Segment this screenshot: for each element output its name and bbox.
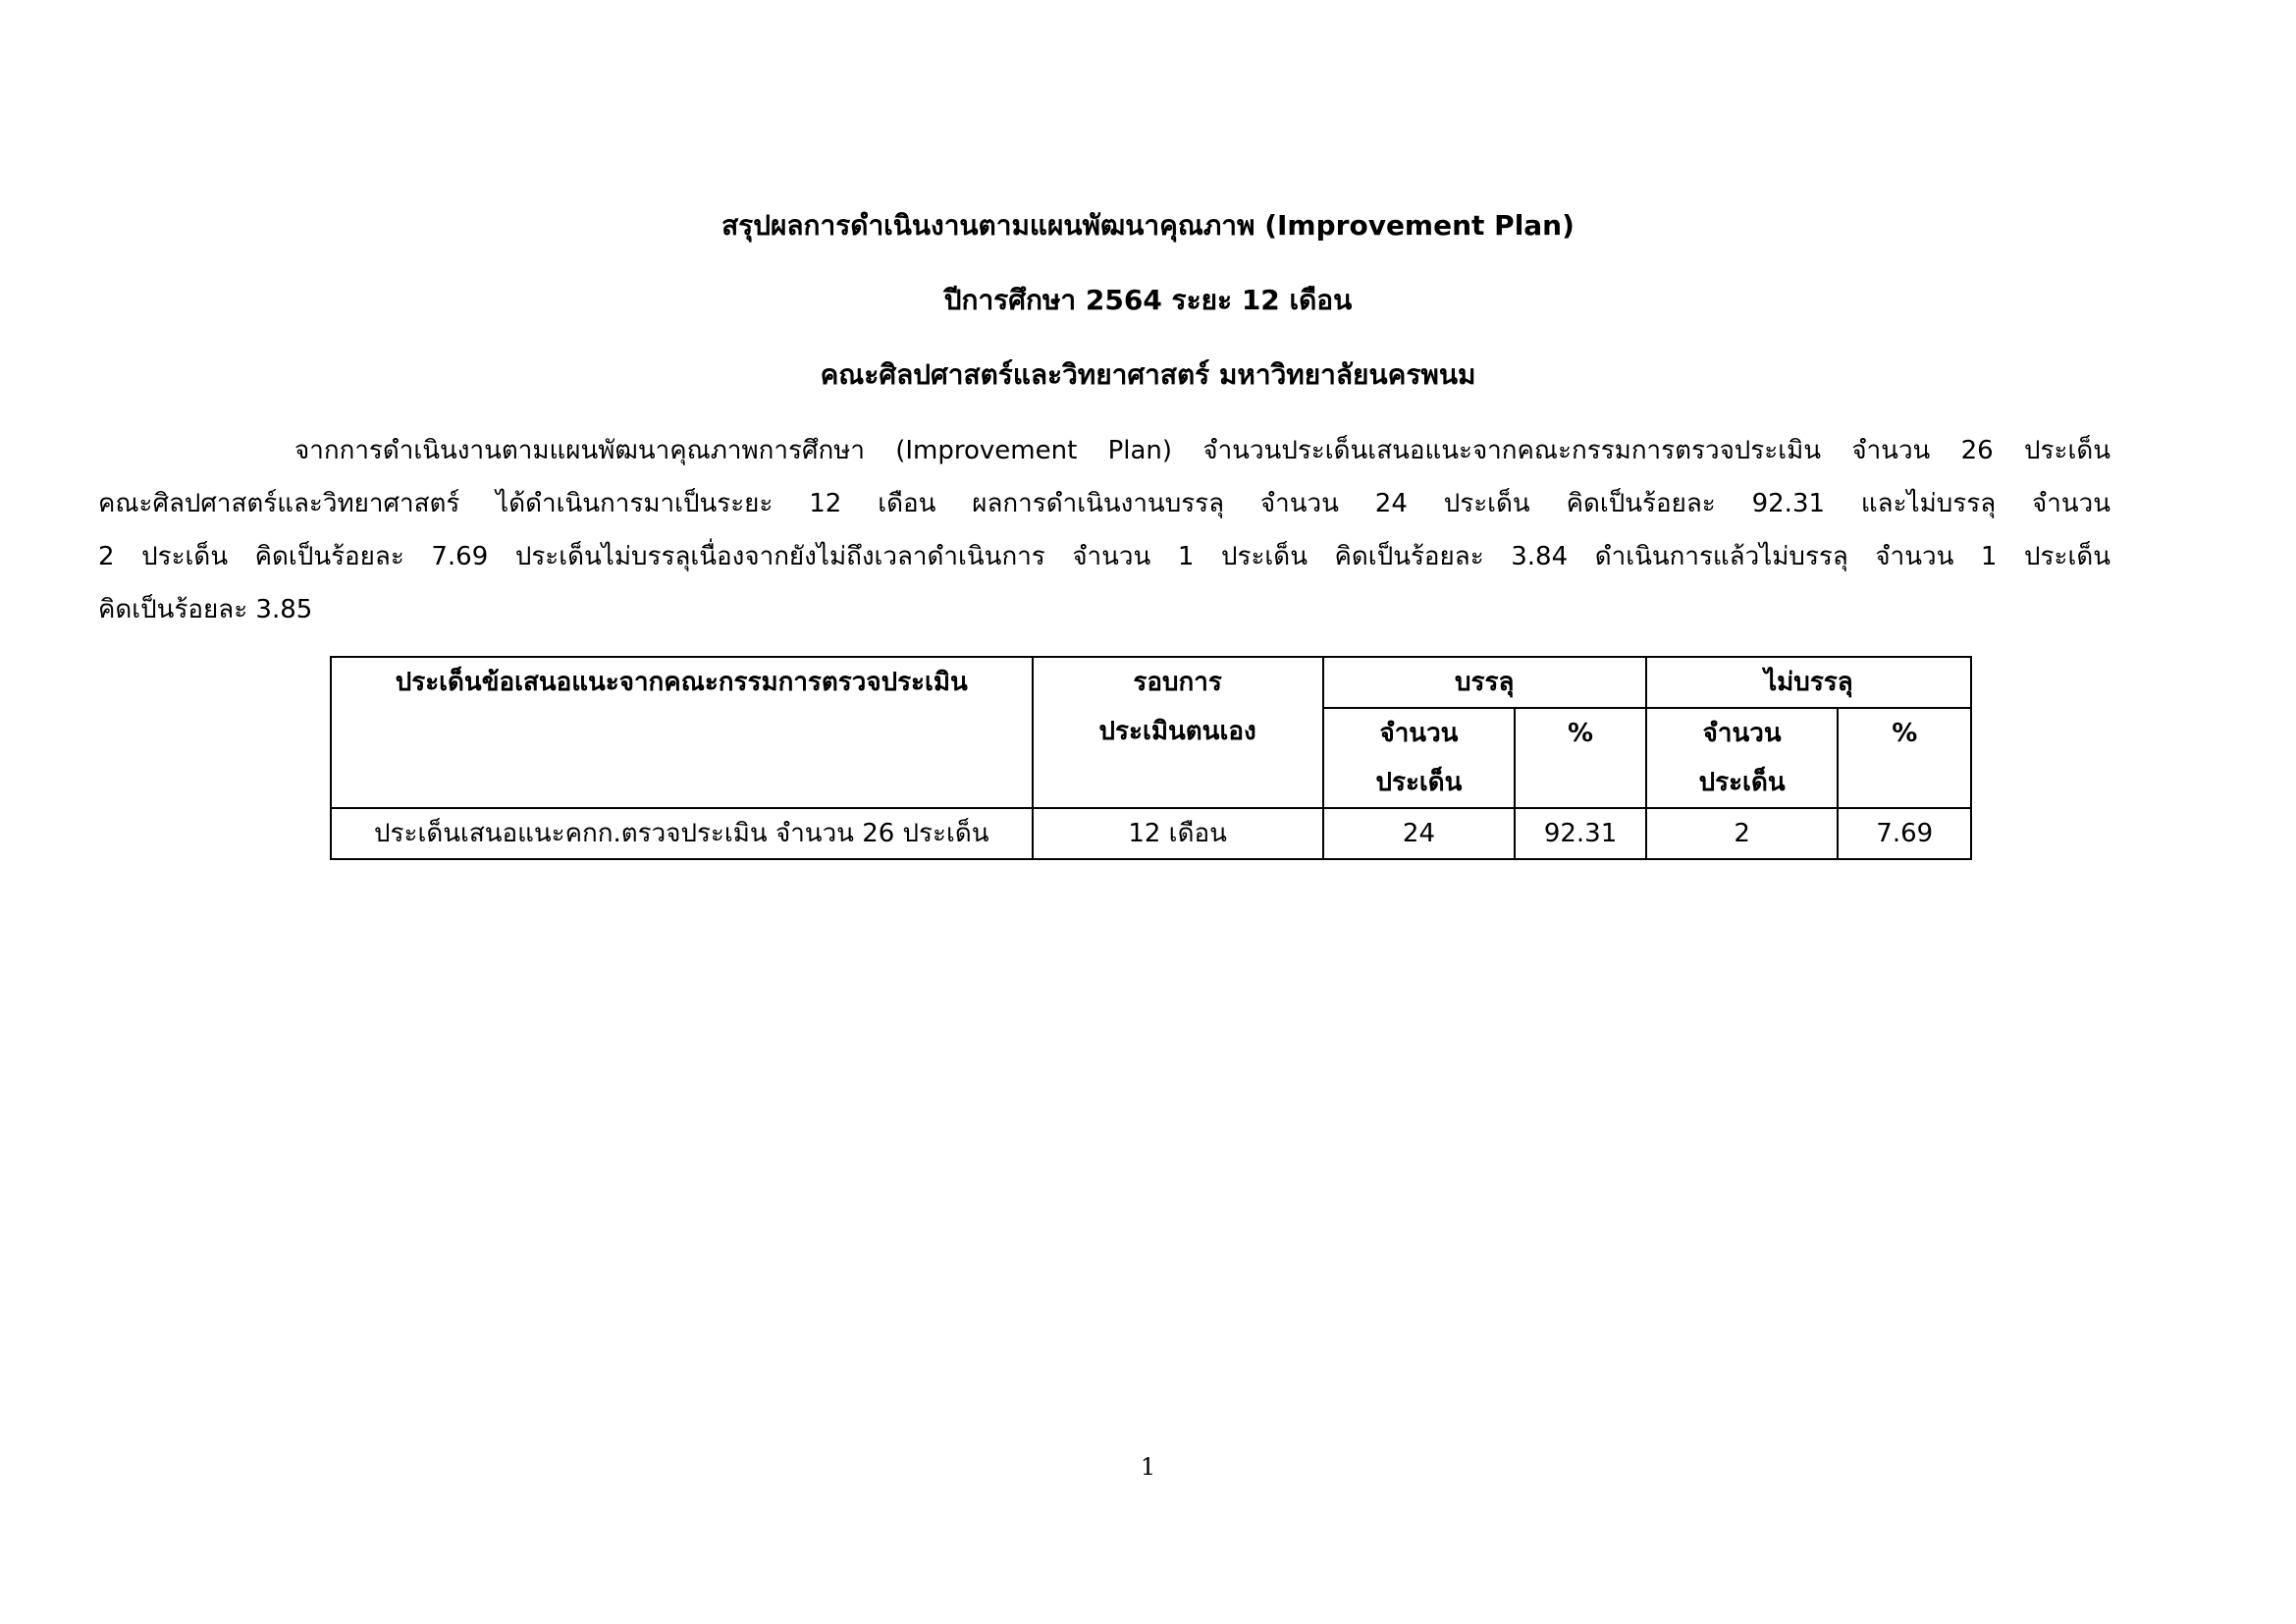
header-issue: ประเด็นข้อเสนอแนะจากคณะกรรมการตรวจประเมิน	[331, 657, 1033, 808]
header-round	[1033, 657, 1323, 808]
header-achieved: บรรลุ	[1323, 657, 1646, 708]
cell-round: 12 เดือน	[1033, 808, 1323, 859]
cell-not-achieved-percent: 7.69	[1838, 808, 1971, 859]
document-subtitle-year: ปีการศึกษา 2564 ระยะ 12 เดือน	[943, 284, 1353, 316]
header-count-line1: จำนวน	[1702, 719, 1782, 748]
paragraph-line-1: จากการดำเนินงานตามแผนพัฒนาคุณภาพการศึกษา (Improvement Plan) จำนวนประเด็นเสนอแนะจากคณะกรรมการตรวจประเมิน จำนวน 26 ประเด็น	[294, 436, 2110, 465]
header-not-achieved: ไม่บรรลุ	[1646, 657, 1971, 708]
paragraph-line-3: 2 ประเด็น คิดเป็นร้อยละ 7.69 ประเด็นไม่บรรลุเนื่องจากยังไม่ถึงเวลาดำเนินการ จำนวน 1 ประเด็น คิดเป็นร้อยละ 3.84 ดำเนินการแล้วไม่บรรลุ จำนวน 1 ประเด็น	[98, 542, 2110, 571]
paragraph-line-2: คณะศิลปศาสตร์และวิทยาศาสตร์ ได้ดำเนินการมาเป็นระยะ 12 เดือน ผลการดำเนินงานบรรลุ จำนวน 24 ประเด็น คิดเป็นร้อยละ 92.31 และไม่บรรลุ จำนวน	[98, 489, 2110, 518]
header-round-line2: ประเมินตนเอง	[1098, 717, 1256, 746]
document-subtitle-faculty: คณะศิลปศาสตร์และวิทยาศาสตร์ มหาวิทยาลัยนครพนม	[820, 358, 1476, 391]
document-title: สรุปผลการดำเนินงานตามแผนพัฒนาคุณภาพ (Improvement Plan)	[721, 209, 1575, 242]
cell-achieved-percent: 92.31	[1515, 808, 1645, 859]
table-header-row	[331, 657, 1971, 708]
results-table	[330, 656, 1972, 860]
header-achieved-count	[1323, 708, 1516, 808]
paragraph-line-4: คิดเป็นร้อยละ 3.85	[98, 595, 313, 624]
header-not-achieved-count	[1646, 708, 1839, 808]
header-not-achieved-percent: %	[1838, 708, 1971, 808]
cell-not-achieved-count: 2	[1646, 808, 1839, 859]
header-round-line1: รอบการ	[1133, 668, 1222, 697]
header-count-line2: ประเด็น	[1375, 768, 1463, 797]
header-count-line1: จำนวน	[1379, 719, 1459, 748]
cell-issue: ประเด็นเสนอแนะคกก.ตรวจประเมิน จำนวน 26 ประเด็น	[331, 808, 1033, 859]
table-row	[331, 808, 1971, 859]
header-count-line2: ประเด็น	[1698, 768, 1786, 797]
summary-paragraph	[98, 424, 2110, 636]
page-number: 1	[1140, 1453, 1156, 1481]
cell-achieved-count: 24	[1323, 808, 1516, 859]
header-achieved-percent: %	[1515, 708, 1645, 808]
